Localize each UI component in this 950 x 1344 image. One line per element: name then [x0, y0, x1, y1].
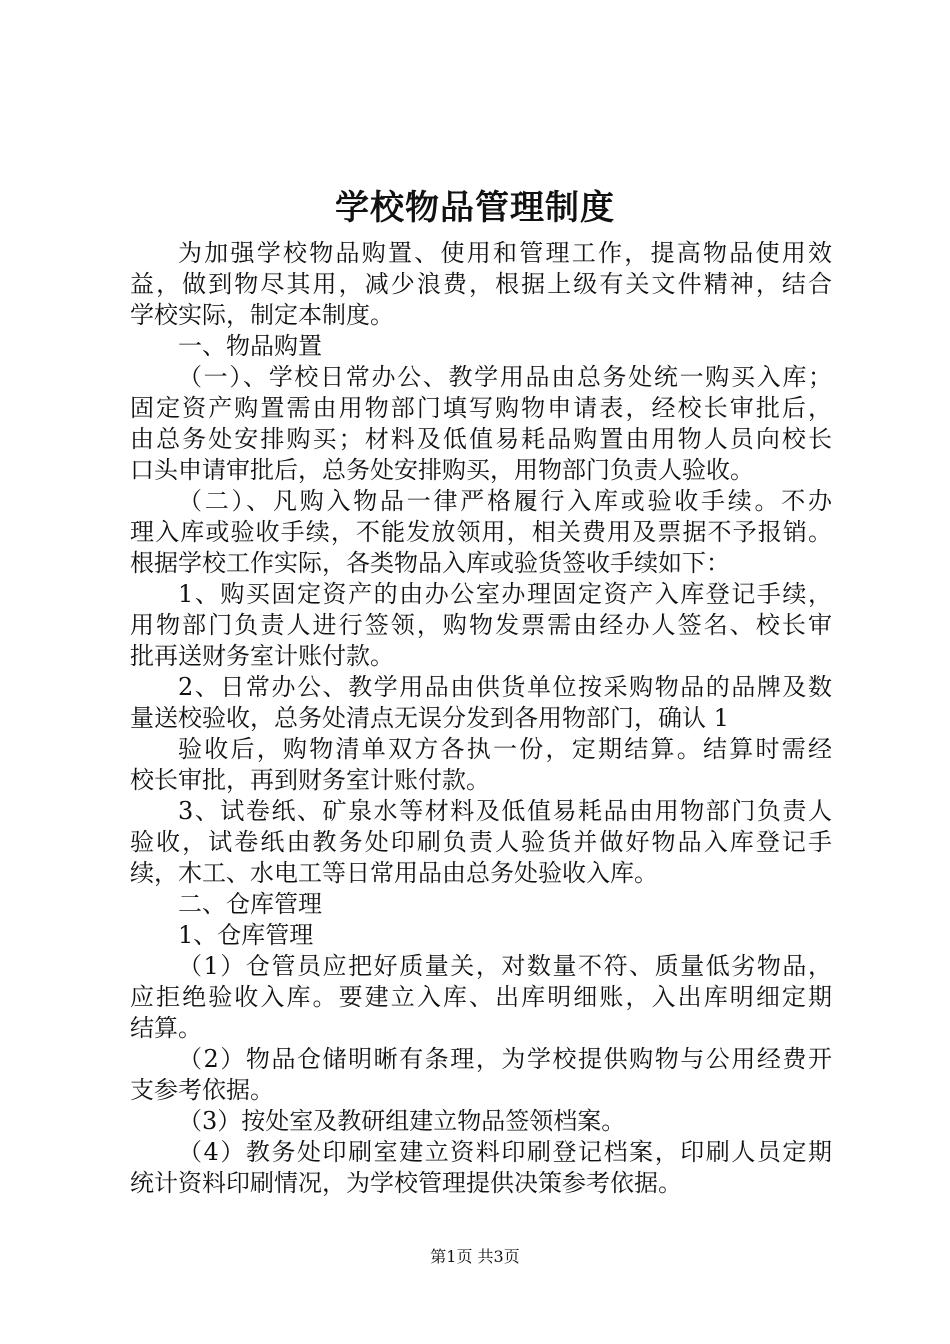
body-line: 益，做到物尽其用，减少浪费，根据上级有关文件精神，结合: [130, 270, 832, 298]
body-line: 二、仓库管理: [178, 890, 322, 918]
body-line: 校长审批，再到财务室计账付款。: [130, 766, 490, 794]
body-line: 1、购买固定资产的由办公室办理固定资产入库登记手续，: [178, 580, 832, 608]
body-line: 验收，试卷纸由教务处印刷负责人验货并做好物品入库登记手: [130, 828, 832, 856]
body-line: 学校实际，制定本制度。: [130, 301, 394, 329]
body-line: （二）、凡购入物品一律严格履行入库或验收手续。不办: [178, 487, 832, 515]
body-line: 根据学校工作实际，各类物品入库或验货签收手续如下：: [130, 549, 730, 577]
body-line: 固定资产购置需由用物部门填写购物申请表，经校长审批后，: [130, 394, 832, 422]
body-line: 量送校验收，总务处清点无误分发到各用物部门，确认 1: [130, 704, 729, 732]
body-line: 2、日常办公、教学用品由供货单位按采购物品的品牌及数: [178, 673, 832, 701]
document-body: [130, 238, 832, 1199]
body-line: 1、仓库管理: [178, 921, 314, 949]
body-line: （3）按处室及教研组建立物品签领档案。: [178, 1107, 626, 1135]
body-line: （一）、学校日常办公、教学用品由总务处统一购买入库；: [178, 363, 832, 391]
document-title: 学校物品管理制度: [335, 188, 615, 228]
body-line: 支参考依据。: [130, 1076, 274, 1104]
body-line: 应拒绝验收入库。要建立入库、出库明细账，入出库明细定期: [130, 983, 832, 1011]
body-line: （4）教务处印刷室建立资料印刷登记档案，印刷人员定期: [178, 1138, 832, 1166]
body-line: （2）物品仓储明晰有条理，为学校提供购物与公用经费开: [178, 1045, 832, 1073]
body-line: （1）仓管员应把好质量关，对数量不符、质量低劣物品，: [178, 952, 832, 980]
body-line: 用物部门负责人进行签领，购物发票需由经办人签名、校长审: [130, 611, 832, 639]
body-line: 结算。: [130, 1014, 202, 1042]
body-line: 统计资料印刷情况，为学校管理提供决策参考依据。: [130, 1169, 682, 1197]
body-line: 一、物品购置: [178, 332, 322, 360]
body-line: 验收后，购物清单双方各执一份，定期结算。结算时需经: [178, 735, 832, 763]
body-line: 理入库或验收手续，不能发放领用，相关费用及票据不予报销。: [130, 518, 832, 546]
body-line: 口头申请审批后，总务处安排购买，用物部门负责人验收。: [130, 456, 754, 484]
body-line: 由总务处安排购买；材料及低值易耗品购置由用物人员向校长: [130, 425, 832, 453]
body-line: 为加强学校物品购置、使用和管理工作，提高物品使用效: [178, 239, 832, 267]
page-footer: 第1页 共3页: [430, 1247, 520, 1266]
body-line: 续，木工、水电工等日常用品由总务处验收入库。: [130, 859, 658, 887]
body-line: 3、试卷纸、矿泉水等材料及低值易耗品由用物部门负责人: [178, 797, 832, 825]
body-line: 批再送财务室计账付款。: [130, 642, 394, 670]
